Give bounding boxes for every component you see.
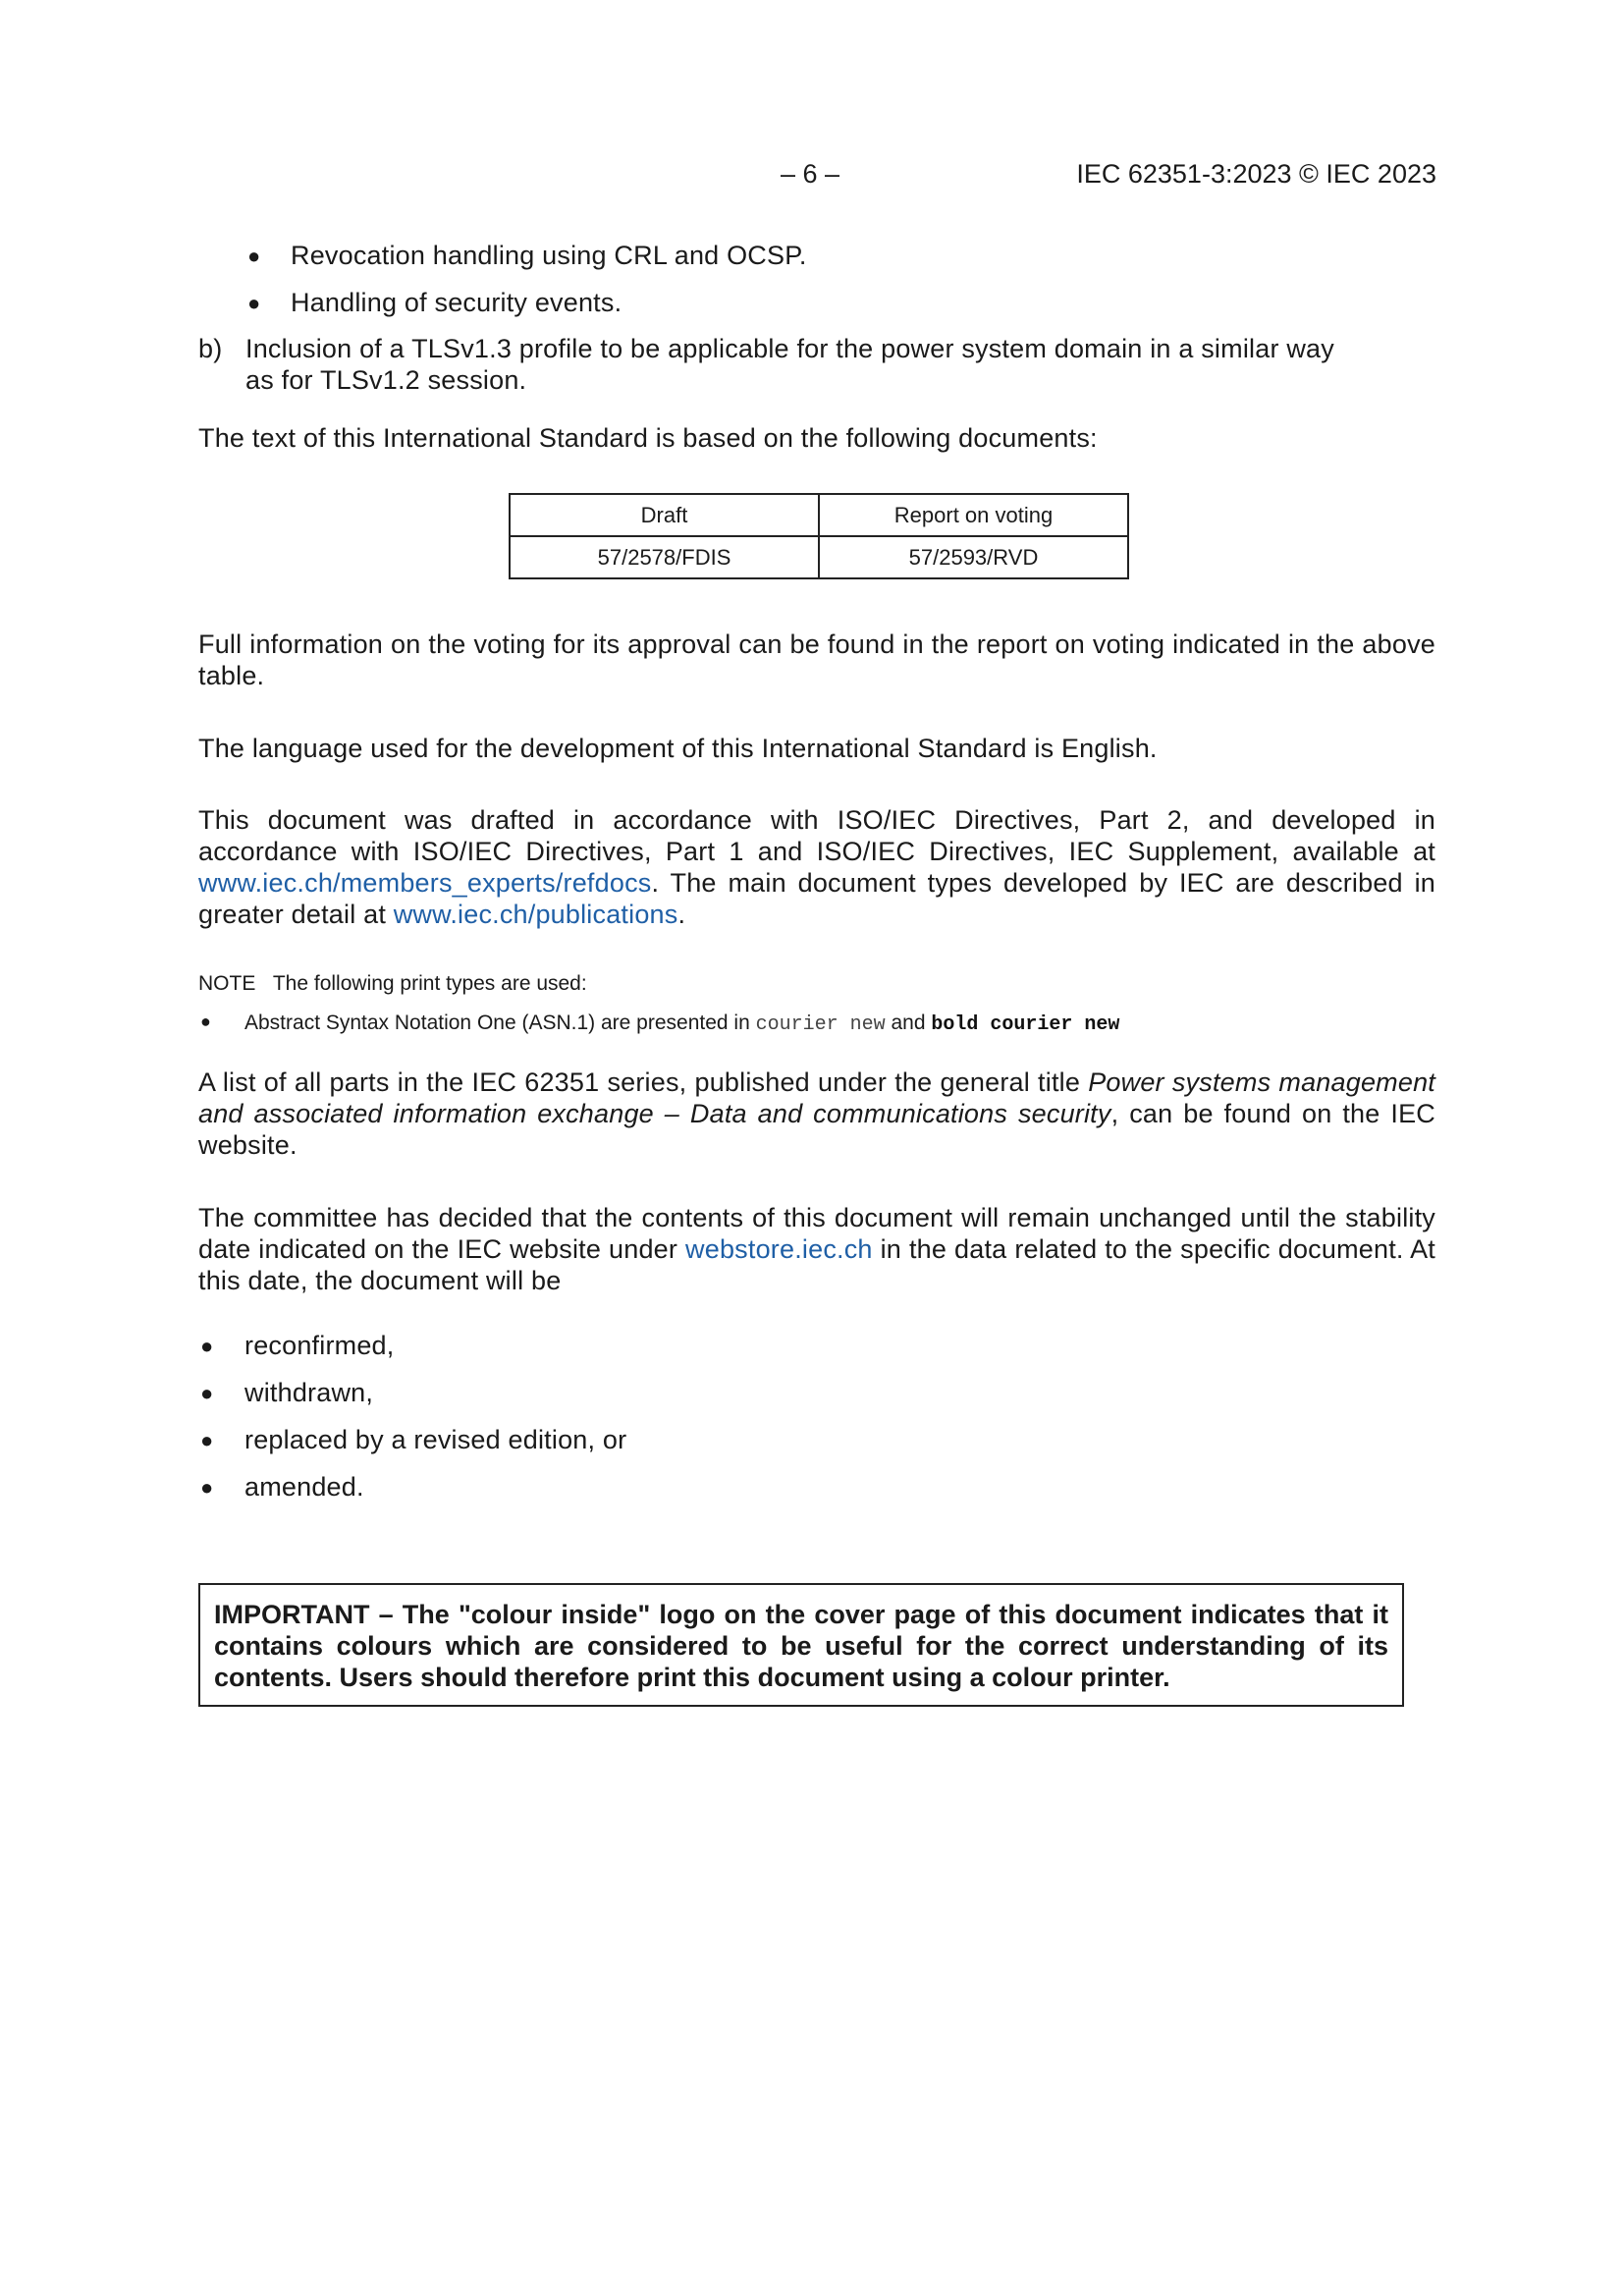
courier-sample: courier new: [755, 1013, 886, 1036]
bullet-icon: ●: [200, 1381, 214, 1405]
refdocs-link[interactable]: www.iec.ch/members_experts/refdocs: [198, 868, 652, 898]
page-number: – 6 –: [781, 159, 840, 189]
intro-paragraph: The text of this International Standard is based on the following documents:: [198, 423, 1098, 453]
note: [198, 970, 587, 998]
list-item: Revocation handling using CRL and OCSP.: [291, 241, 807, 270]
important-notice: IMPORTANT – The "colour inside" logo on the cover page of this document indicates that it contains colours which are considered to be useful for the correct understanding of its contents. Users should therefore print this document using a colour printer.: [198, 1583, 1404, 1707]
item-b-text: [245, 333, 1435, 396]
note-text: The following print types are used:: [272, 972, 587, 995]
language-paragraph: The language used for the development of this International Standard is English.: [198, 734, 1158, 763]
note-bullet-text: Abstract Syntax Notation One (ASN.1) are presented in: [244, 1011, 756, 1034]
voting-paragraph: Full information on the voting for its approval can be found in the report on voting indicated in the above table.: [198, 629, 1435, 690]
series-title: Power systems management and associated information exchange – Data and communications security: [198, 1067, 1435, 1128]
table-header-cell: Report on voting: [819, 494, 1128, 536]
list-item: amended.: [244, 1472, 364, 1502]
table-cell: 57/2578/FDIS: [510, 536, 819, 578]
series-paragraph: [198, 1066, 1435, 1161]
bullet-icon: ●: [200, 1475, 214, 1500]
bullet-icon: ●: [247, 244, 261, 268]
list-item: reconfirmed,: [244, 1331, 395, 1360]
item-b-line: Inclusion of a TLSv1.3 profile to be applicable for the power system domain in a similar way: [245, 334, 1334, 363]
list-item: replaced by a revised edition, or: [244, 1425, 627, 1454]
table-header-cell: Draft: [510, 494, 819, 536]
paragraph-text: A list of all parts in the IEC 62351 series, published under the general title: [198, 1067, 1089, 1097]
committee-paragraph: [198, 1202, 1435, 1296]
bullet-icon: ●: [200, 1334, 214, 1358]
item-b-line: as for TLSv1.2 session.: [245, 365, 527, 395]
bold-courier-sample: bold courier new: [931, 1013, 1120, 1036]
documents-table: [509, 493, 1129, 579]
paragraph-text: in the data related to the specific document. At this date, the document will be: [198, 1234, 1435, 1295]
table-cell: 57/2593/RVD: [819, 536, 1128, 578]
publications-link[interactable]: www.iec.ch/publications: [393, 900, 678, 929]
directives-paragraph: [198, 804, 1435, 930]
bullet-icon: ●: [200, 1428, 214, 1452]
document-id: IEC 62351-3:2023 © IEC 2023: [1076, 159, 1436, 189]
paragraph-text: The committee has decided that the contents of this document will remain unchanged until the stability date indicated on the IEC website under: [198, 1203, 1435, 1264]
paragraph-text: This document was drafted in accordance with ISO/IEC Directives, Part 2, and developed in accordance with ISO/IEC Directives, Part 1 and ISO/IEC Directives, IEC Supplement, available at: [198, 805, 1435, 866]
paragraph-text: .: [677, 900, 686, 929]
webstore-link[interactable]: webstore.iec.ch: [685, 1234, 873, 1264]
note-bullet: [244, 1010, 1119, 1039]
table-header-row: [510, 494, 1128, 536]
item-b-label: b): [198, 334, 223, 363]
list-item: withdrawn,: [244, 1378, 374, 1407]
list-item: Handling of security events.: [291, 288, 622, 317]
table-row: [510, 536, 1128, 578]
note-bullet-text: and: [885, 1011, 932, 1034]
note-label: NOTE: [198, 972, 256, 995]
paragraph-text: . The main document types developed by IEC are described in greater detail at: [198, 868, 1435, 929]
paragraph-text: , can be found on the IEC website.: [198, 1099, 1436, 1160]
bullet-icon: ●: [200, 1011, 211, 1031]
bullet-icon: ●: [247, 291, 261, 315]
